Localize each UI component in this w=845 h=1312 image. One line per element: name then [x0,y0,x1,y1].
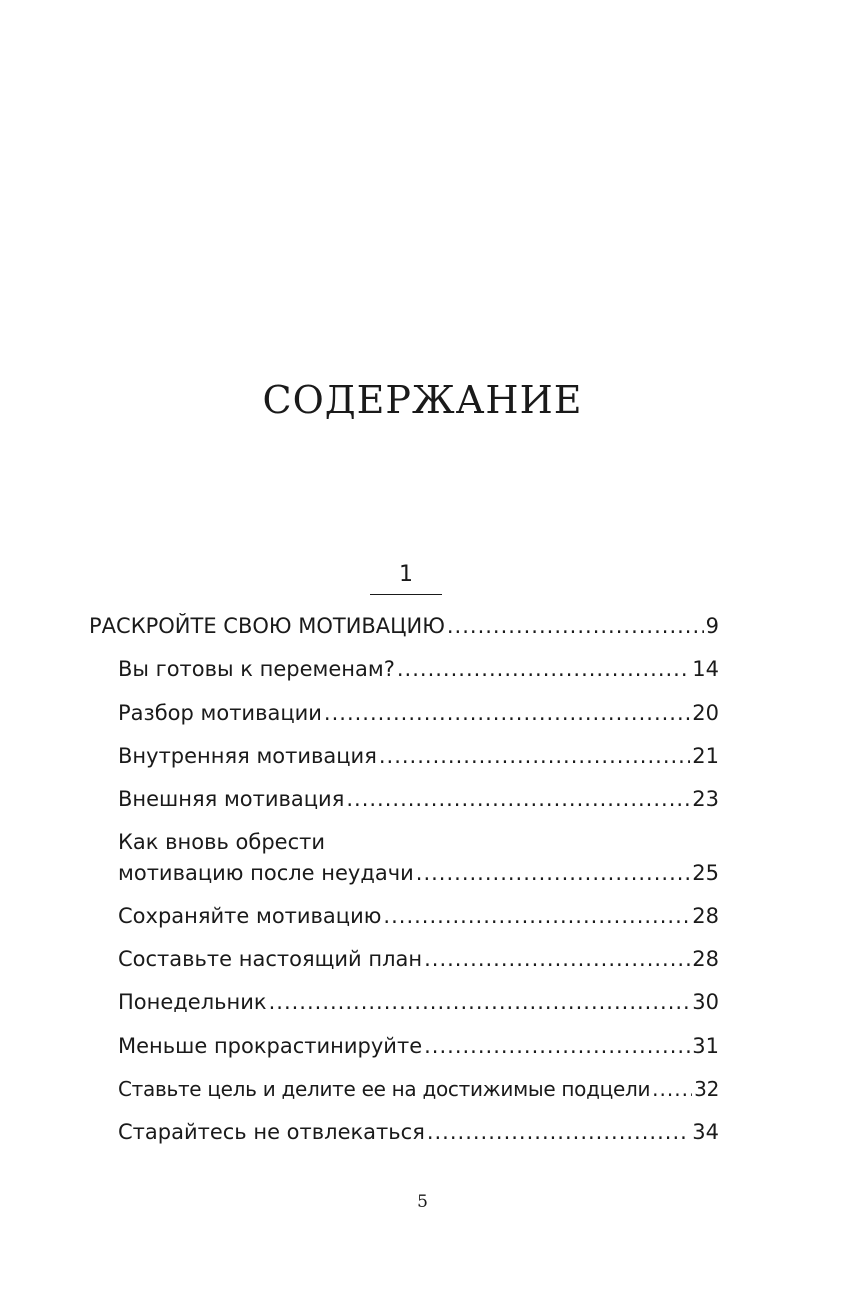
entry-title: Сохраняйте мотивацию [118,904,382,928]
toc-entry [118,1077,719,1101]
entry-page: 34 [692,1120,719,1144]
toc-entry [118,990,719,1014]
entry-title: Меньше прокрастинируйте [118,1034,423,1058]
entry-title: Старайтесь не отвлекаться [118,1120,425,1144]
dot-leader [427,1120,690,1144]
dot-leader [324,701,690,725]
chapter-title: РАСКРОЙТЕ СВОЮ МОТИВАЦИЮ [89,614,445,638]
toc-entry [118,904,719,928]
entry-page: 28 [692,947,719,971]
dot-leader [397,657,690,681]
toc-entry [118,787,719,811]
dot-leader [346,787,690,811]
dot-leader [416,861,690,885]
entry-title: Внутренняя мотивация [118,744,377,768]
toc-entry [118,701,719,725]
entry-page: 23 [692,787,719,811]
chapter-page: 9 [705,614,719,638]
entry-page: 31 [692,1034,719,1058]
entry-page: 21 [692,744,719,768]
toc-heading: СОДЕРЖАНИЕ [262,378,583,422]
dot-leader [379,744,690,768]
entry-title: Разбор мотивации [118,701,322,725]
dot-leader [424,1034,690,1058]
entry-title: Вы готовы к переменам? [118,657,395,681]
toc-chapter-entry [89,614,719,638]
dot-leader [652,1077,692,1101]
entry-page: 25 [692,861,719,885]
toc-entry [118,861,719,885]
dot-leader [269,990,691,1014]
toc-entry [118,657,719,681]
dot-leader [447,614,704,638]
toc-entry [118,1120,719,1144]
entry-title: мотивацию после неудачи [118,861,414,885]
toc-entry [118,744,719,768]
dot-leader [383,904,690,928]
entry-page: 20 [692,701,719,725]
toc-entry [118,947,719,971]
entry-title-line1: Как вновь обрести [118,830,325,854]
entry-page: 30 [692,990,719,1014]
part-divider [370,594,442,595]
entry-title: Понедельник [118,990,267,1014]
entry-page: 14 [692,657,719,681]
part-number: 1 [399,562,413,587]
entry-title: Составьте настоящий план [118,947,423,971]
entry-title: Ставьте цель и делите ее на достижимые подцели [118,1077,651,1101]
dot-leader [424,947,690,971]
entry-page: 32 [694,1077,719,1101]
page-footer-number: 5 [417,1192,428,1212]
toc-entry [118,1034,719,1058]
entry-page: 28 [692,904,719,928]
entry-title: Внешняя мотивация [118,787,345,811]
